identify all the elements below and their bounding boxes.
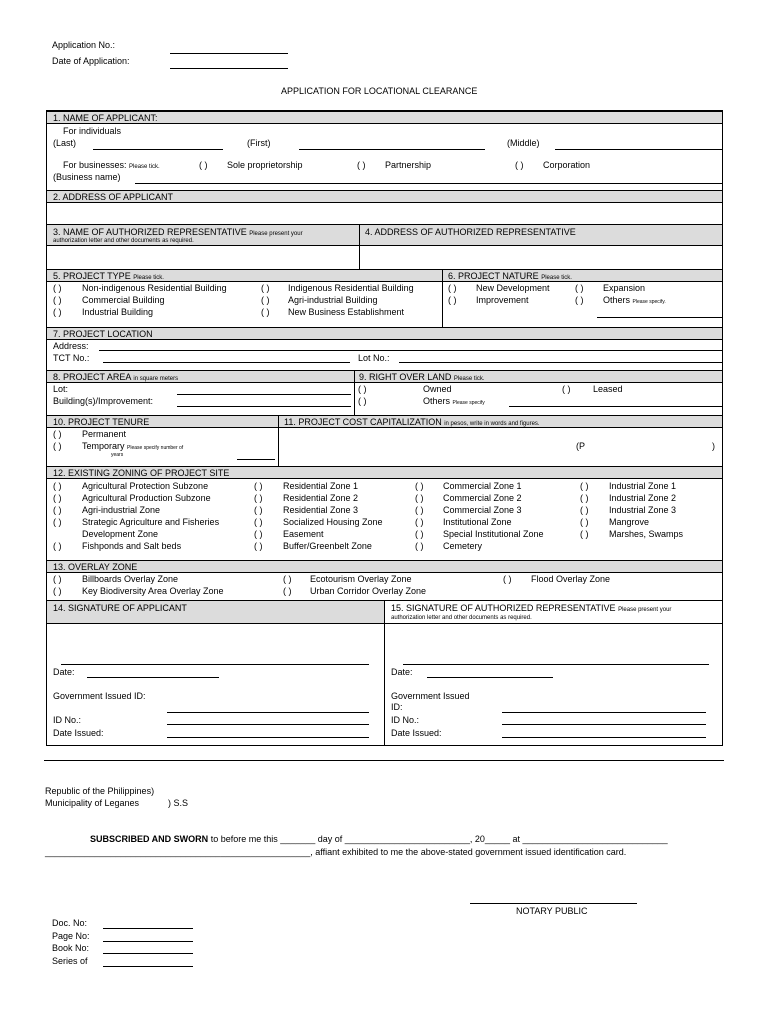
project-type-option: Non-indigenous Residential Building (82, 283, 227, 293)
book-no-label: Book No: (52, 943, 90, 953)
business-name-field[interactable] (135, 183, 722, 184)
applicant-date-field[interactable] (87, 677, 219, 678)
representative-date-issued-field[interactable] (502, 737, 706, 738)
form-title: APPLICATION FOR LOCATIONAL CLEARANCE (281, 86, 478, 96)
zoning-option: Residential Zone 3 (283, 505, 359, 515)
last-name-field[interactable] (93, 149, 223, 150)
zoning-option: Easement (283, 529, 324, 539)
checkbox[interactable]: ( ) (53, 505, 62, 515)
checkbox[interactable]: ( ) (580, 529, 589, 539)
for-businesses-label: For businesses: Please tick. (63, 160, 160, 170)
zoning-option: Industrial Zone 1 (609, 481, 677, 491)
notary-public-label: NOTARY PUBLIC (516, 906, 588, 916)
checkbox[interactable]: ( ) (448, 283, 457, 293)
notary-signature-field[interactable] (470, 903, 637, 904)
checkbox[interactable]: ( ) (261, 307, 270, 317)
date-of-application-field[interactable] (170, 68, 288, 69)
representative-address-field[interactable] (360, 246, 722, 269)
section-8-title: 8. PROJECT AREA in square meters (53, 372, 179, 382)
others-checkbox[interactable]: ( ) (358, 396, 367, 406)
section-13-title: 13. OVERLAY ZONE (53, 562, 138, 572)
checkbox[interactable]: ( ) (53, 295, 62, 305)
project-type-option: Indigenous Residential Building (288, 283, 414, 293)
checkbox[interactable]: ( ) (53, 586, 62, 596)
cost-figure-close: ) (712, 441, 715, 451)
overlay-option: Urban Corridor Overlay Zone (310, 586, 427, 596)
tct-no-field[interactable] (103, 362, 350, 363)
section-3-title: 3. NAME OF AUTHORIZED REPRESENTATIVE Please present your (53, 227, 303, 237)
sworn-statement: SUBSCRIBED AND SWORN to before me this _______ day of _________________________, 20_____ at _____________________________ (90, 834, 668, 844)
section-10-title: 10. PROJECT TENURE (53, 417, 150, 427)
checkbox[interactable]: ( ) (575, 295, 584, 305)
checkbox[interactable]: ( ) (53, 574, 62, 584)
divider (278, 415, 279, 466)
overlay-option: Flood Overlay Zone (531, 574, 611, 584)
representative-date-label: Date: (391, 667, 413, 677)
checkbox[interactable]: ( ) (580, 517, 589, 527)
checkbox[interactable]: ( ) (283, 574, 292, 584)
section-2-title: 2. ADDRESS OF APPLICANT (53, 192, 174, 202)
application-form (46, 110, 723, 746)
section-15-title: 15. SIGNATURE OF AUTHORIZED REPRESENTATIVE Please present your (391, 603, 672, 613)
lot-no-field[interactable] (399, 362, 722, 363)
section-9-title: 9. RIGHT OVER LAND Please tick. (359, 372, 485, 382)
application-no-field[interactable] (170, 53, 288, 54)
leased-label: Leased (593, 384, 623, 394)
checkbox[interactable]: ( ) (254, 529, 263, 539)
zoning-option: Commercial Zone 2 (443, 493, 522, 503)
area-building-label: Building(s)/Improvement: (53, 396, 154, 406)
section-15-note: authorization letter and other documents as required. (391, 615, 532, 621)
section-4-title: 4. ADDRESS OF AUTHORIZED REPRESENTATIVE (365, 227, 576, 237)
section-6-title: 6. PROJECT NATURE Please tick. (448, 271, 572, 281)
owned-label: Owned (423, 384, 452, 394)
section-1-title: 1. NAME OF APPLICANT: (53, 113, 158, 123)
cost-figure-open: (P (576, 441, 585, 451)
middle-name-field[interactable] (555, 149, 722, 150)
zoning-option: Residential Zone 1 (283, 481, 359, 491)
book-no-field[interactable] (103, 953, 193, 954)
applicant-address-field[interactable] (47, 203, 722, 224)
doc-no-field[interactable] (103, 928, 193, 929)
series-of-label: Series of (52, 956, 88, 966)
area-building-field[interactable] (177, 406, 351, 407)
zoning-option: Commercial Zone 1 (443, 481, 522, 491)
zoning-option: Institutional Zone (443, 517, 512, 527)
overlay-option: Billboards Overlay Zone (82, 574, 179, 584)
checkbox[interactable]: ( ) (415, 493, 424, 503)
zoning-option: Marshes, Swamps (609, 529, 684, 539)
divider (442, 269, 443, 327)
application-no-label: Application No.: (52, 40, 116, 50)
representative-gov-id-label-cont: ID: (391, 702, 403, 712)
first-name-field[interactable] (299, 149, 485, 150)
sole-proprietorship-checkbox[interactable]: ( ) (199, 160, 208, 170)
municipality-label: Municipality of Leganes (45, 798, 140, 808)
zoning-option: Industrial Zone 3 (609, 505, 677, 515)
checkbox[interactable]: ( ) (53, 481, 62, 491)
section-11-title: 11. PROJECT COST CAPITALIZATION in pesos, write in words and figures. (284, 417, 540, 427)
representative-name-field[interactable] (47, 246, 359, 269)
checkbox[interactable]: ( ) (580, 493, 589, 503)
overlay-option: Key Biodiversity Area Overlay Zone (82, 586, 224, 596)
representative-gov-id-field[interactable] (502, 712, 706, 713)
others-specify-field[interactable] (509, 406, 722, 407)
zoning-option: Mangrove (609, 517, 650, 527)
sworn-statement-line-2: _____________________________________________________, affiant exhibited to me the above-stated government issued identification card. (45, 847, 627, 857)
checkbox[interactable]: ( ) (53, 493, 62, 503)
zoning-option: Commercial Zone 3 (443, 505, 522, 515)
years-field[interactable] (237, 459, 275, 460)
section-3-note: authorization letter and other documents as required. (53, 238, 194, 244)
checkbox[interactable]: ( ) (53, 307, 62, 317)
last-name-label: (Last) (53, 138, 77, 148)
checkbox[interactable]: ( ) (415, 505, 424, 515)
checkbox[interactable]: ( ) (254, 505, 263, 515)
checkbox[interactable]: ( ) (415, 541, 424, 551)
location-address-field[interactable] (99, 350, 722, 351)
project-nature-option: Expansion (603, 283, 646, 293)
area-lot-field[interactable] (177, 394, 351, 395)
owned-checkbox[interactable]: ( ) (358, 384, 367, 394)
checkbox[interactable]: ( ) (415, 481, 424, 491)
section-7-title: 7. PROJECT LOCATION (53, 329, 153, 339)
section-13-header (47, 560, 722, 573)
applicant-date-issued-label: Date Issued: (53, 728, 104, 738)
address-label: Address: (53, 341, 89, 351)
applicant-gov-id-field[interactable] (167, 712, 369, 713)
checkbox[interactable]: ( ) (448, 295, 457, 305)
project-nature-option: New Development (476, 283, 550, 293)
first-name-label: (First) (247, 138, 271, 148)
section-5-title: 5. PROJECT TYPE Please tick. (53, 271, 164, 281)
zoning-option: Buffer/Greenbelt Zone (283, 541, 372, 551)
others-label: Others Please specify (423, 396, 485, 406)
representative-id-no-label: ID No.: (391, 715, 420, 725)
cost-words-field[interactable] (284, 431, 564, 461)
ss-label: ) S.S (168, 798, 189, 808)
project-type-option: Agri-industrial Building (288, 295, 378, 305)
checkbox[interactable]: ( ) (254, 517, 263, 527)
republic-label: Republic of the Philippines) (45, 786, 155, 796)
date-of-application-label: Date of Application: (52, 56, 130, 66)
temporary-note: years (111, 452, 124, 458)
applicant-id-no-label: ID No.: (53, 715, 82, 725)
representative-gov-id-label: Government Issued (391, 691, 470, 701)
checkbox[interactable]: ( ) (53, 517, 62, 527)
checkbox[interactable]: ( ) (580, 481, 589, 491)
page-no-label: Page No: (52, 931, 90, 941)
zoning-option: Fishponds and Salt beds (82, 541, 182, 551)
section-12-title: 12. EXISTING ZONING OF PROJECT SITE (53, 468, 230, 478)
representative-date-issued-label: Date Issued: (391, 728, 442, 738)
applicant-date-label: Date: (53, 667, 75, 677)
checkbox[interactable]: ( ) (261, 283, 270, 293)
permanent-checkbox[interactable]: ( ) (53, 429, 62, 439)
checkbox[interactable]: ( ) (261, 295, 270, 305)
corporation-checkbox[interactable]: ( ) (515, 160, 524, 170)
zoning-option: Agricultural Production Subzone (82, 493, 211, 503)
project-type-option: Industrial Building (82, 307, 154, 317)
divider (384, 601, 385, 746)
applicant-signature-field[interactable] (61, 664, 369, 665)
checkbox[interactable]: ( ) (53, 541, 62, 551)
zoning-option-continuation: Development Zone (82, 529, 159, 539)
checkbox[interactable]: ( ) (254, 481, 263, 491)
representative-signature-field[interactable] (403, 664, 709, 665)
lot-no-label: Lot No.: (358, 353, 390, 363)
sole-proprietorship-label: Sole proprietorship (227, 160, 303, 170)
applicant-date-issued-field[interactable] (167, 737, 369, 738)
business-name-label: (Business name) (53, 172, 121, 182)
checkbox[interactable]: ( ) (53, 283, 62, 293)
checkbox[interactable]: ( ) (254, 493, 263, 503)
project-nature-option: Improvement (476, 295, 529, 305)
doc-no-label: Doc. No: (52, 918, 88, 928)
partnership-checkbox[interactable]: ( ) (357, 160, 366, 170)
section-divider (44, 760, 724, 761)
checkbox[interactable]: ( ) (283, 586, 292, 596)
tct-no-label: TCT No.: (53, 353, 90, 363)
checkbox[interactable]: ( ) (580, 505, 589, 515)
project-type-option: Commercial Building (82, 295, 165, 305)
others-specify-field[interactable] (597, 317, 722, 318)
area-lot-label: Lot: (53, 384, 69, 394)
zoning-option: Residential Zone 2 (283, 493, 359, 503)
zoning-option: Agri-industrial Zone (82, 505, 161, 515)
representative-date-field[interactable] (427, 677, 553, 678)
checkbox[interactable]: ( ) (415, 529, 424, 539)
temporary-label: Temporary Please specify number of (82, 441, 184, 451)
checkbox[interactable]: ( ) (415, 517, 424, 527)
zoning-option: Cemetery (443, 541, 483, 551)
representative-id-no-field[interactable] (502, 724, 706, 725)
middle-name-label: (Middle) (507, 138, 540, 148)
zoning-option: Industrial Zone 2 (609, 493, 677, 503)
temporary-checkbox[interactable]: ( ) (53, 441, 62, 451)
leased-checkbox[interactable]: ( ) (562, 384, 571, 394)
checkbox[interactable]: ( ) (575, 283, 584, 293)
section-14-title: 14. SIGNATURE OF APPLICANT (53, 603, 187, 613)
divider (354, 370, 355, 415)
series-of-field[interactable] (103, 966, 193, 967)
overlay-option: Ecotourism Overlay Zone (310, 574, 412, 584)
checkbox[interactable]: ( ) (503, 574, 512, 584)
zoning-option: Socialized Housing Zone (283, 517, 383, 527)
partnership-label: Partnership (385, 160, 432, 170)
project-type-option: New Business Establishment (288, 307, 405, 317)
zoning-option: Strategic Agriculture and Fisheries (82, 517, 220, 527)
corporation-label: Corporation (543, 160, 591, 170)
zoning-option: Agricultural Protection Subzone (82, 481, 209, 491)
zoning-option: Special Institutional Zone (443, 529, 544, 539)
permanent-label: Permanent (82, 429, 127, 439)
page-no-field[interactable] (103, 941, 193, 942)
applicant-gov-id-label: Government Issued ID: (53, 691, 146, 701)
for-individuals-label: For individuals (63, 126, 122, 136)
checkbox[interactable]: ( ) (254, 541, 263, 551)
project-nature-option: Others Please specify. (603, 295, 666, 305)
applicant-id-no-field[interactable] (167, 724, 369, 725)
